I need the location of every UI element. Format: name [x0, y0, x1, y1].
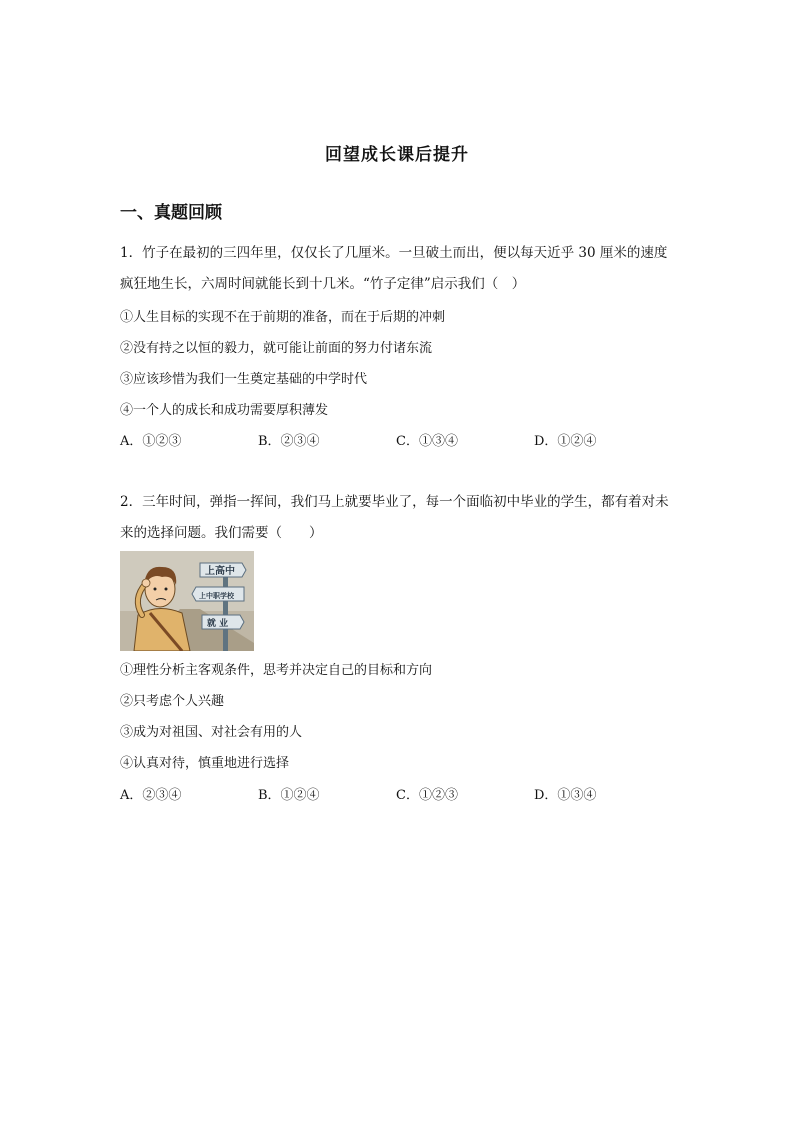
question-1-item-4: ④一个人的成长和成功需要厚积薄发 [120, 403, 329, 418]
question-1-line-1: 1．竹子在最初的三四年里，仅仅长了几厘米。一旦破土而出，便以每天近乎 30 厘米的速度 [120, 245, 668, 261]
question-2-item-4: ④认真对待，慎重地进行选择 [120, 756, 290, 771]
question-1-item-3: ③应该珍惜为我们一生奠定基础的中学时代 [120, 372, 368, 387]
question-2-item-2: ②只考虑个人兴趣 [120, 694, 225, 709]
sign-vocational-label: 上中职学校 [199, 592, 234, 600]
student-crossroads-illustration [120, 551, 254, 651]
sign-high-school-label: 上高中 [205, 566, 235, 577]
page-title: 回望成长课后提升 [325, 145, 469, 165]
sign-employment-label: 就 业 [207, 619, 229, 629]
question-1-choice-c[interactable]: C．①③④ [396, 434, 458, 449]
sign-vocational-school [192, 587, 244, 601]
question-2-line-2: 来的选择问题。我们需要（ ） [120, 525, 323, 541]
question-2-item-3: ③成为对祖国、对社会有用的人 [120, 725, 303, 740]
question-1-choice-b[interactable]: B．②③④ [258, 434, 320, 449]
question-1-item-1: ①人生目标的实现不在于前期的准备，而在于后期的冲刺 [120, 310, 446, 325]
question-1-choice-d[interactable]: D．①②④ [534, 434, 597, 449]
question-2-choice-b[interactable]: B．①②④ [258, 788, 320, 803]
question-1-stem [120, 238, 680, 300]
question-2-item-1: ①理性分析主客观条件，思考并决定自己的目标和方向 [120, 663, 433, 678]
question-2-stem [120, 487, 680, 549]
question-1-line-2: 疯狂地生长，六周时间就能长到十几米。“竹子定律”启示我们（ ） [120, 276, 526, 292]
question-1-choice-a[interactable]: A．①②③ [120, 434, 182, 449]
section-heading: 一、真题回顾 [120, 203, 222, 223]
question-2-line-1: 2．三年时间，弹指一挥间，我们马上就要毕业了，每一个面临初中毕业的学生，都有着对未 [120, 494, 669, 510]
sign-employment [202, 615, 244, 629]
question-1-item-2: ②没有持之以恒的毅力，就可能让前面的努力付诸东流 [120, 341, 433, 356]
sign-high-school [200, 563, 246, 577]
question-2-choice-a[interactable]: A．②③④ [120, 788, 182, 803]
question-2-choice-d[interactable]: D．①③④ [534, 788, 597, 803]
question-2-choice-c[interactable]: C．①②③ [396, 788, 458, 803]
